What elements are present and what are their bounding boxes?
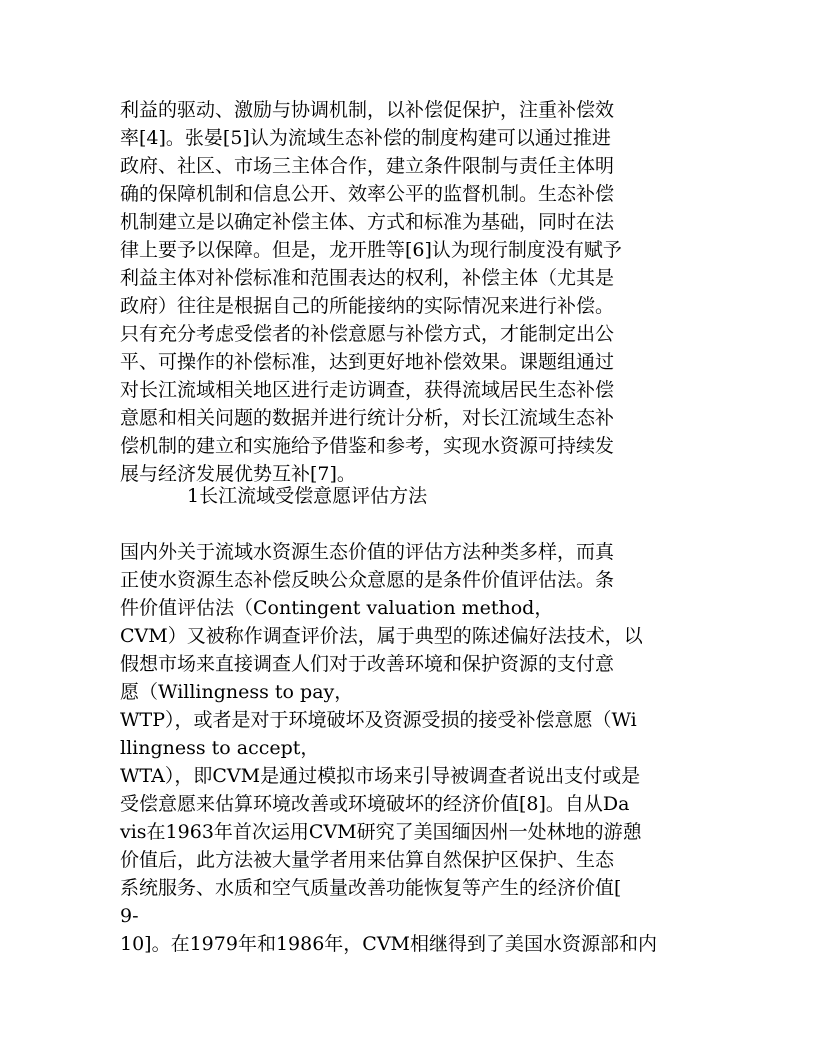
- text-line: 受偿意愿来估算环境改善或环境破坏的经济价值[8]。自从Da: [120, 793, 630, 815]
- text-line: 平、可操作的补偿标准，达到更好地补偿效果。课题组通过: [120, 351, 615, 373]
- text-line: 确的保障机制和信息公开、效率公平的监督机制。生态补偿: [120, 183, 615, 205]
- text-line: 律上要予以保障。但是，龙开胜等[6]认为现行制度没有赋予: [120, 239, 622, 261]
- text-line: WTP），或者是对于环境破坏及资源受损的接受补偿意愿（Wi: [120, 709, 637, 731]
- text-line: 9-: [120, 905, 139, 927]
- text-line: 政府）往往是根据自己的所能接纳的实际情况来进行补偿。: [120, 295, 615, 317]
- paragraph-2: [120, 538, 690, 958]
- text-line: 利益的驱动、激励与协调机制，以补偿促保护，注重补偿效: [120, 99, 615, 121]
- text-line: 只有充分考虑受偿者的补偿意愿与补偿方式，才能制定出公: [120, 323, 615, 345]
- text-line: vis在1963年首次运用CVM研究了美国缅因州一处林地的游憩: [120, 821, 642, 843]
- section-heading: 1长江流域受偿意愿评估方法: [187, 485, 428, 507]
- text-line: llingness to accept，: [120, 737, 320, 759]
- text-line: 愿（Willingness to pay，: [120, 681, 354, 703]
- text-line: 件价值评估法（Contingent valuation method，: [120, 597, 554, 619]
- text-line: 正使水资源生态补偿反映公众意愿的是条件价值评估法。条: [120, 569, 615, 591]
- text-line: 国内外关于流域水资源生态价值的评估方法种类多样，而真: [120, 541, 615, 563]
- text-line: 系统服务、水质和空气质量改善功能恢复等产生的经济价值[: [120, 877, 622, 899]
- text-line: 意愿和相关问题的数据并进行统计分析，对长江流域生态补: [120, 407, 615, 429]
- text-line: 偿机制的建立和实施给予借鉴和参考，实现水资源可持续发: [120, 435, 615, 457]
- text-line: 10]。在1979年和1986年，CVM相继得到了美国水资源部和内: [120, 933, 658, 955]
- text-line: CVM）又被称作调查评价法，属于典型的陈述偏好法技术，以: [120, 625, 643, 647]
- text-line: 利益主体对补偿标准和范围表达的权利，补偿主体（尤其是: [120, 267, 615, 289]
- text-line: WTA），即CVM是通过模拟市场来引导被调查者说出支付或是: [120, 765, 641, 787]
- text-line: 假想市场来直接调查人们对于改善环境和保护资源的支付意: [120, 653, 615, 675]
- text-line: 对长江流域相关地区进行走访调查，获得流域居民生态补偿: [120, 379, 615, 401]
- text-line: 率[4]。张晏[5]认为流域生态补偿的制度构建可以通过推进: [120, 127, 611, 149]
- text-line: 政府、社区、市场三主体合作，建立条件限制与责任主体明: [120, 155, 615, 177]
- paragraph-1: [120, 96, 690, 488]
- text-line: 展与经济发展优势互补[7]。: [120, 463, 356, 485]
- text-line: 价值后，此方法被大量学者用来估算自然保护区保护、生态: [120, 849, 615, 871]
- text-line: 机制建立是以确定补偿主体、方式和标准为基础，同时在法: [120, 211, 615, 233]
